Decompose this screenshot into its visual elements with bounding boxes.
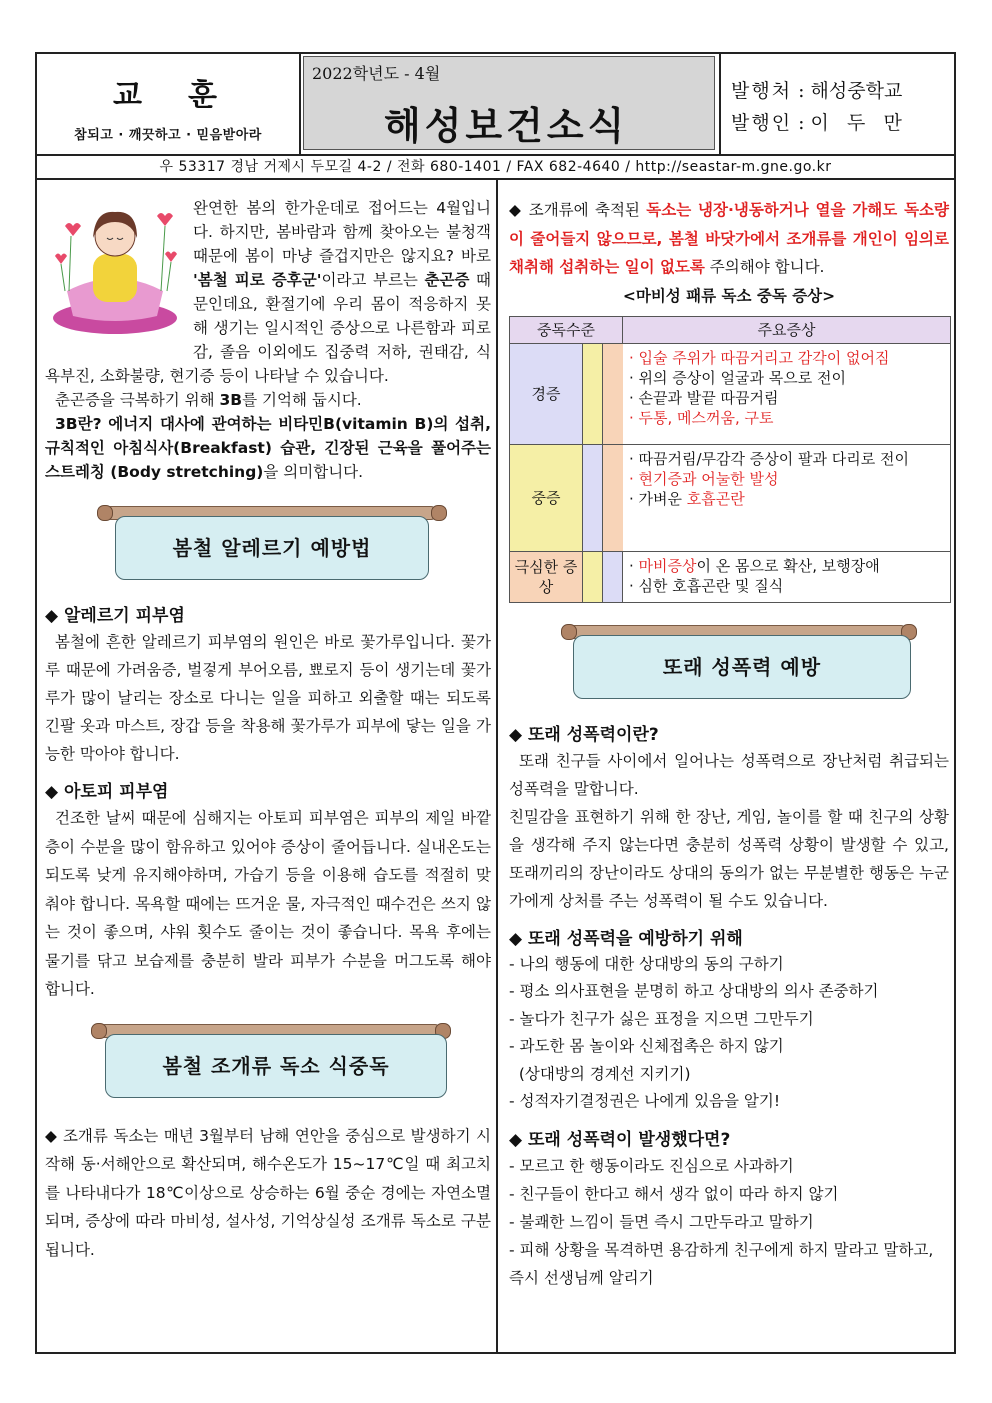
list-item: - 불쾌한 느낌이 들면 즉시 그만두라고 말하기 (509, 1212, 814, 1231)
list-item: - 나의 행동에 대한 상대방의 동의 구하기 (509, 954, 784, 973)
severity-level-name: 중증 (531, 488, 561, 507)
symptom-item: · 현기증과 어눌한 발성 (629, 469, 779, 488)
symptom-item: · 가벼운 호흡곤란 (629, 489, 745, 508)
symptom-item: · 두통, 메스꺼움, 구토 (629, 408, 774, 427)
allergy-banner-title: 봄철 알레르기 예방법 (115, 516, 429, 580)
intro-highlight-1: '봄철 피로 증후군' (193, 271, 322, 289)
severity-level-cell (510, 343, 623, 444)
intro-3b-text: 춘곤증을 극복하기 위해 (55, 391, 220, 409)
list-item: - 성적자기결정권은 나에게 있음을 알기! (509, 1092, 781, 1110)
list-item: - 피해 상황을 목격하면 용감하게 친구에게 하지 말라고 말하고, 즉시 선생님께 알리기 (509, 1240, 939, 1287)
allergy-banner (45, 506, 491, 594)
shellfish-paragraph-2 (509, 196, 949, 282)
list-item: - 과도한 몸 놀이와 신체접촉은 하지 않기 (509, 1037, 784, 1055)
symptom-item: · 심한 호흡곤란 및 질식 (629, 576, 784, 595)
col-header-symptoms: 주요증상 (623, 316, 951, 343)
intro-3b-def-bold: 3B란? 에너지 대사에 관여하는 비타민B(vitamin B)의 섭취, 규칙적인 아침식사(Breakfast) 습관, 긴장된 근육을 풀어주는 스트레칭 (Body stretching) (45, 415, 491, 481)
symptom-row (510, 551, 951, 602)
motto-text: 참되고 · 깨끗하고 · 믿음받아라 (74, 128, 262, 143)
shellfish-paragraph-1: ◆ 조개류 독소는 매년 3월부터 남해 연안을 중심으로 발생하기 시작해 동·서해안으로 확산되며, 해수온도가 15~17℃일 때 최고치를 나타내다가 18℃이상으로 상승하는 6월 중순 경에는 자연소멸되며, 증상에 따라 마비성, 설사성, 기억상실성 조개류 독소로 구분됩니다. (45, 1126, 491, 1259)
issuer-label: 발행인 (731, 112, 793, 134)
issue-date: 2022학년도 - 4월 (312, 64, 441, 83)
publisher-row (731, 76, 902, 103)
symptom-row (510, 343, 951, 444)
list-item: - 모르고 한 행동이라도 진심으로 사과하기 (509, 1156, 794, 1175)
intro-text-2: 이라고 부르는 (321, 271, 425, 289)
school-motto (37, 54, 301, 154)
shellfish-warning: 독소는 냉장·냉동하거나 열을 가해도 독소량이 줄어들지 않으므로, 봄철 바닷가에서 조개류를 개인이 임의로 채취해 섭취하는 일이 없도록 (509, 201, 949, 276)
allergy-heading-2: ◆ 아토피 피부염 (45, 782, 169, 802)
motto-title: 교훈 (113, 78, 263, 113)
symptom-table-body (510, 343, 951, 602)
intro-3b-keyword: 3B (219, 391, 243, 409)
shellfish-p2-start: ◆ 조개류에 축적된 (509, 201, 647, 219)
intro-3b-text-2: 를 기억해 둡시다. (242, 391, 362, 409)
list-item: - 놀다가 친구가 싫은 표정을 지으면 그만두기 (509, 1009, 814, 1028)
right-column (509, 196, 949, 1292)
title-box (303, 56, 715, 150)
symptom-list-cell (623, 444, 951, 551)
symptom-item: · 손끝과 발끝 따끔거림 (629, 388, 779, 407)
column-divider (496, 180, 498, 1352)
symptom-highlight: 마비증상 (638, 556, 697, 575)
allergy-heading-1: ◆ 알레르기 피부염 (45, 606, 185, 626)
symptom-table-title: <마비성 패류 독소 중독 증상> (622, 286, 836, 305)
violence-paragraph-2: 친밀감을 표현하기 위해 한 장난, 게임, 놀이를 할 때 친구의 상황을 생각해 주지 않는다면 충분히 성폭력 상황이 발생할 수 있고, 또래끼리의 장난이라도 상대의 동의가 없는 무분별한 행동은 누군가에게 상처를 주는 성폭력이 될 수도 있습니다. (509, 807, 949, 910)
publisher-label: 발행처 (731, 80, 793, 102)
symptom-item: · 따끔거림/무감각 증상이 팔과 다리로 전이 (629, 449, 909, 468)
intro-text-3: 때문인데요, 환절기에 우리 몸이 적응하지 못해 생기는 일시적인 증상으로 나른함과 피로감, 졸음 이외에도 집중력 저하, 권태감, 식욕부진, 소화불량, 현기증 등이 나타날 수 있습니다. (45, 271, 491, 385)
intro-text-1: 완연한 봄의 한가운데로 접어드는 4월입니다. 하지만, 봄바람과 함께 찾아오는 불청객 때문에 봄이 마냥 즐겁지만은 않지요? 바로 (193, 199, 491, 265)
newsletter-title: 해성보건소식 (384, 104, 629, 148)
severity-level-name: 경증 (531, 384, 561, 403)
severity-level-name: 극심한 증상 (514, 557, 578, 596)
issuer-value: : 이 두 만 (798, 112, 902, 134)
intro-3b-line (45, 388, 491, 412)
intro-3b-definition (45, 412, 491, 484)
symptom-table (509, 316, 951, 603)
banner-knob (91, 1023, 107, 1039)
banner-knob (561, 624, 577, 640)
symptom-table-header (510, 316, 951, 343)
banner-knob (431, 505, 447, 521)
shellfish-banner-title: 봄철 조개류 독소 식중독 (105, 1034, 447, 1098)
violence-heading-3: ◆ 또래 성폭력이 발생했다면? (509, 1129, 731, 1150)
violence-banner-title: 또래 성폭력 예방 (573, 635, 911, 699)
school-address: 우 53317 경남 거제시 두모길 4-2 / 전화 680-1401 / FAX 682-4640 / http://seastar-m.gne.go.kr (37, 154, 954, 180)
violence-banner (509, 625, 949, 713)
severity-bar (602, 344, 623, 444)
symptom-row (510, 444, 951, 551)
symptom-list-cell (623, 343, 951, 444)
violence-heading-2: ◆ 또래 성폭력을 예방하기 위해 (509, 928, 743, 949)
severity-level-cell (510, 551, 623, 602)
symptom-item: · 입술 주위가 따끔거리고 감각이 없어짐 (629, 348, 890, 367)
response-list (509, 1152, 949, 1292)
violence-heading-1: ◆ 또래 성폭력이란? (509, 724, 659, 745)
shellfish-banner (45, 1024, 491, 1112)
severity-bar (582, 344, 603, 444)
severity-level-cell (510, 444, 623, 551)
banner-knob (97, 505, 113, 521)
allergy-paragraph-2: 건조한 날씨 때문에 심해지는 아토피 피부염은 피부의 제일 바깥층이 수분을 많이 함유하고 있어야 증상이 줄어듭니다. 실내온도는 되도록 낮게 유지해야하며, 가습기 등을 이용해 습도를 적절히 맞춰야 합니다. 목욕할 때에는 뜨거운 물, 자극적인 때수건은 쓰지 않는 것이 좋으며, 샤워 횟수도 줄이는 것이 좋습니다. 목욕 후에는 물기를 닦고 보습제를 충분히 발라 피부가 수분을 머그도록 해야 합니다. (45, 809, 491, 998)
list-item: - 평소 의사표현을 분명히 하고 상대방의 의사 존중하기 (509, 982, 879, 1000)
symptom-list-cell (623, 551, 951, 602)
list-item: - 친구들이 한다고 해서 생각 없이 따라 하지 않기 (509, 1184, 839, 1203)
newsletter-frame (35, 52, 956, 1354)
prevention-list (509, 951, 949, 1116)
violence-paragraph-1: 또래 친구들 사이에서 일어나는 성폭력으로 장난처럼 취급되는 성폭력을 말합니다. (509, 751, 949, 798)
col-header-level: 중독수준 (510, 316, 623, 343)
intro-highlight-2: 춘곤증 (424, 271, 470, 289)
intro-section (45, 196, 491, 484)
issuer-row (731, 108, 902, 135)
left-column (45, 196, 491, 1264)
meditation-illustration (45, 196, 185, 341)
symptom-item: · 마비증상이 온 몸으로 확산, 보행장애 (629, 556, 880, 575)
symptom-item: · 위의 증상이 얼굴과 목으로 전이 (629, 368, 846, 387)
list-item: (상대방의 경계선 지키기) (509, 1064, 691, 1083)
publisher-info (719, 54, 956, 154)
allergy-paragraph-1: 봄철에 흔한 알레르기 피부염의 원인은 바로 꽃가루입니다. 꽃가루 때문에 가려움증, 벌겋게 부어오름, 뾰로지 등이 생기는데 꽃가루가 많이 날리는 장소로 다니는 일을 피하고 외출할 때는 되도록 긴팔 옷과 마스트, 장갑 등을 착용해 꽃가루가 피부에 닿는 일을 가능한 막아야 합니다. (45, 633, 491, 763)
publisher-value: : 해성중학교 (798, 80, 903, 102)
intro-3b-def-tail: 을 의미합니다. (263, 463, 364, 481)
shellfish-p2-end: 주의해야 합니다. (704, 258, 825, 276)
symptom-highlight: 호흡곤란 (686, 489, 745, 508)
header (37, 54, 954, 154)
